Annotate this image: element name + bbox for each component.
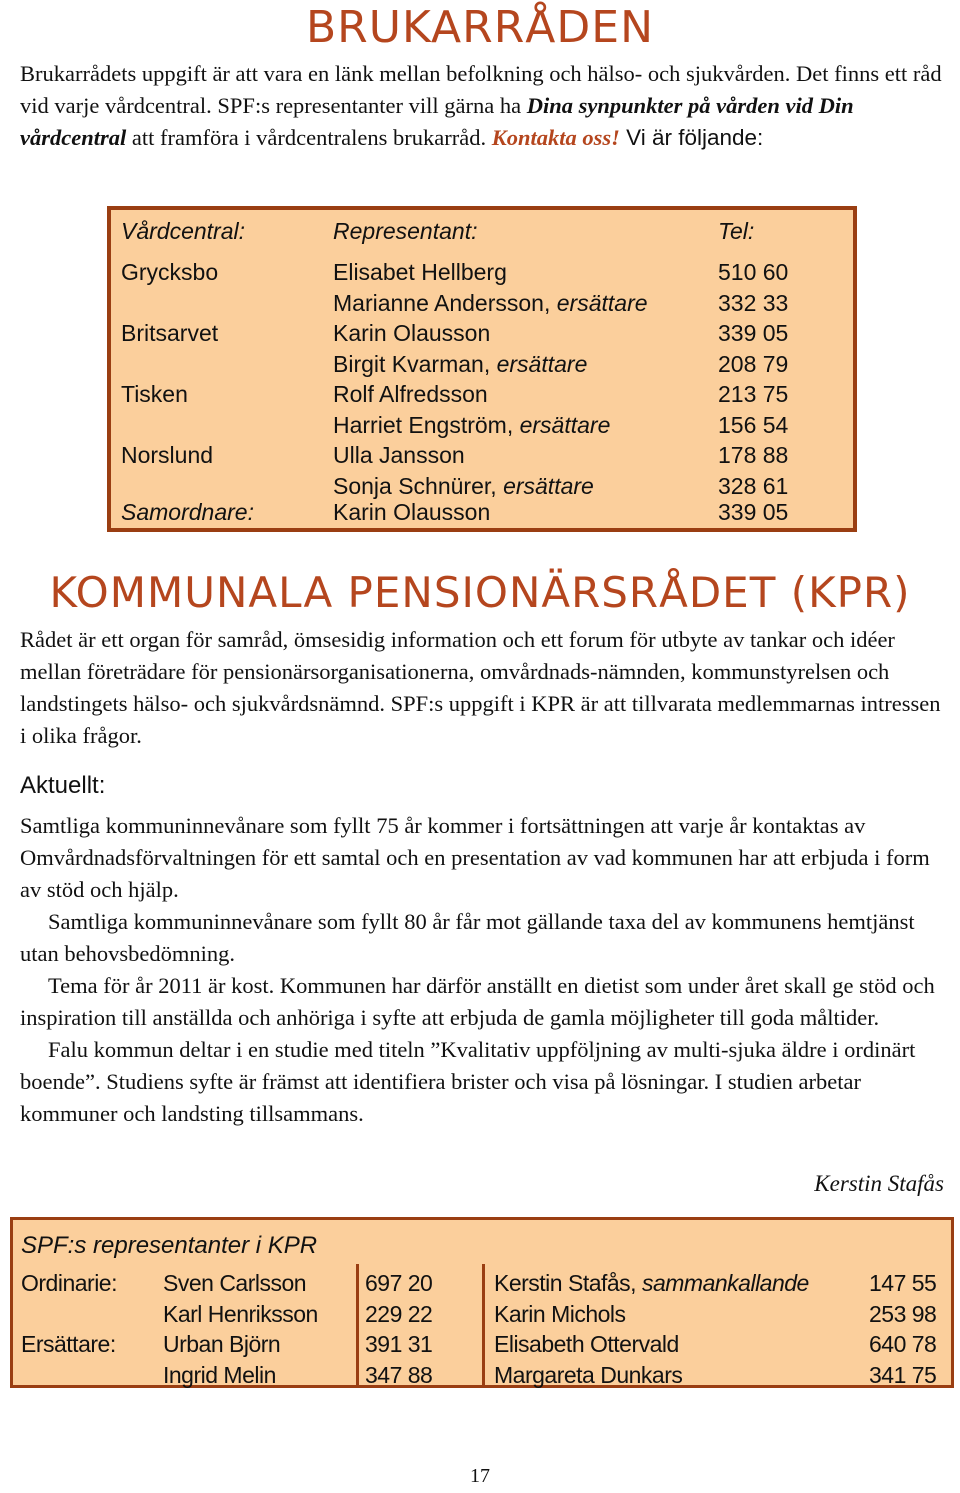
representative-role: ersättare xyxy=(503,472,594,499)
representative-name xyxy=(333,318,490,348)
representative-name xyxy=(333,471,594,501)
representative-name-text: Rolf Alfredsson xyxy=(333,381,488,407)
kpr-intro: Rådet är ett organ för samråd, ömsesidig information och ett forum för utbyte av tankar och idéer mellan företrädare för pensionärsorganisationerna, omvårdnads-nämnden, kommunstyrelsen och landstingets hälso- och sjukvårdsnämnd. SPF:s uppgift i KPR är att tillvarata medlemmarnas intressen i olika frågor. xyxy=(20,627,941,748)
page-number: 17 xyxy=(470,1465,490,1487)
role-label: Ersättare: xyxy=(21,1331,116,1357)
representative-tel: 339 05 xyxy=(718,320,789,346)
representative-name xyxy=(333,440,465,470)
representative-role: ersättare xyxy=(519,411,611,438)
kpr-member-tel: 253 98 xyxy=(869,1300,937,1327)
representative-name xyxy=(333,288,648,318)
representative-name xyxy=(333,410,610,440)
representative-name xyxy=(333,379,488,409)
kpr-member-name: Ingrid Melin xyxy=(163,1361,276,1388)
kpr-member-name-text: Kerstin Stafås, xyxy=(494,1270,642,1296)
representative-tel: 332 33 xyxy=(718,289,789,316)
header-tel: Tel: xyxy=(718,218,755,244)
representative-tel: 213 75 xyxy=(718,381,789,407)
kpr-member-tel: 341 75 xyxy=(869,1361,937,1388)
intro-emphasis: Dina synpunkter på vården vid Din vårdcentral xyxy=(20,93,854,150)
kpr-member-name: Sven Carlsson xyxy=(163,1270,307,1296)
representative-tel: 156 54 xyxy=(718,411,789,438)
column-divider xyxy=(356,1264,359,1385)
coordinator-name: Karin Olausson xyxy=(333,499,491,525)
representative-role: ersättare xyxy=(496,350,588,377)
vardcentral-name: Britsarvet xyxy=(121,320,219,346)
representative-name-text: Harriet Engström, xyxy=(333,411,520,438)
kpr-representatives-table xyxy=(10,1217,954,1388)
representative-tel: 328 61 xyxy=(718,472,789,499)
section-title-brukarraden: BRUKARRÅDEN xyxy=(306,2,654,53)
kpr-member-tel: 391 31 xyxy=(365,1331,433,1357)
kpr-member-role: sammankallande xyxy=(641,1270,809,1296)
coordinator-tel: 339 05 xyxy=(718,499,789,525)
representative-name-text: Karin Olausson xyxy=(333,320,491,346)
section-title-kpr: KOMMUNALA PENSIONÄRSRÅDET (KPR) xyxy=(49,568,911,617)
column-divider xyxy=(482,1264,485,1385)
coordinator-label: Samordnare: xyxy=(121,499,254,525)
aktuellt-paragraph: Falu kommun deltar i en studie med titeln ”Kvalitativ uppföljning av multi-sjuka äldre i ordinärt boende”. Studiens syfte är främst att identifiera brister och visa på lösningar. I studien arbetar kommuner och landsting tillsammans. xyxy=(20,1037,916,1126)
intro-text-a: Brukarrådets uppgift är att vara en länk mellan befolkning och hälso- och sjukvården. Det finns ett råd vid varje vårdcentral. SPF:s representanter vill gärna ha xyxy=(20,61,942,118)
kpr-member-name xyxy=(494,1299,626,1329)
aktuellt-label: Aktuellt: xyxy=(20,772,106,799)
representative-name xyxy=(333,257,507,287)
vardcentral-name: Norslund xyxy=(121,442,214,468)
kpr-member-name xyxy=(494,1268,809,1298)
kpr-member-tel: 697 20 xyxy=(365,1270,433,1296)
aktuellt-body xyxy=(20,810,945,1130)
kpr-member-tel: 147 55 xyxy=(869,1270,937,1296)
kpr-member-tel: 347 88 xyxy=(365,1361,433,1388)
vardcentral-name: Grycksbo xyxy=(121,259,219,285)
kpr-member-name-text: Margareta Dunkars xyxy=(494,1361,683,1388)
contact-us: Kontakta oss! xyxy=(491,125,620,150)
kpr-table-heading: SPF:s representanter i KPR xyxy=(21,1232,318,1259)
representative-tel: 178 88 xyxy=(718,442,789,468)
representative-name-text: Elisabet Hellberg xyxy=(333,259,507,285)
kpr-member-name-text: Elisabeth Ottervald xyxy=(494,1331,679,1357)
signature: Kerstin Stafås xyxy=(814,1171,944,1196)
representative-tel: 510 60 xyxy=(718,259,789,285)
representative-name xyxy=(333,349,587,379)
representative-role: ersättare xyxy=(556,289,648,316)
header-representant: Representant: xyxy=(333,218,478,244)
vardcentral-name: Tisken xyxy=(121,381,188,407)
kpr-member-name xyxy=(494,1329,679,1359)
aktuellt-paragraph: Tema för år 2011 är kost. Kommunen har därför anställt en dietist som under året skall ge stöd och inspiration till anställda och anhöriga i syfte att erbjuda de gamla möjligheter till goda måltider. xyxy=(20,973,935,1030)
brukarrad-intro xyxy=(20,58,945,154)
representative-tel: 208 79 xyxy=(718,350,789,377)
kpr-member-name: Karl Henriksson xyxy=(163,1300,318,1327)
representative-name-text: Sonja Schnürer, xyxy=(333,472,504,499)
aktuellt-paragraph: Samtliga kommuninnevånare som fyllt 80 år får mot gällande taxa del av kommunens hemtjänst utan behovsbedömning. xyxy=(20,909,915,966)
aktuellt-paragraph: Samtliga kommuninnevånare som fyllt 75 år kommer i fortsättningen att varje år kontaktas av Omvårdnadsförvaltningen för ett samtal och en presentation av vad kommunen har att erbjuda i form av stöd och hjälp. xyxy=(20,813,930,902)
brukarrad-table xyxy=(107,206,857,532)
kpr-member-name xyxy=(494,1360,682,1390)
role-label: Ordinarie: xyxy=(21,1270,117,1296)
intro-text-b: att framföra i vårdcentralens brukarråd. xyxy=(126,125,492,150)
kpr-member-tel: 640 78 xyxy=(869,1331,937,1357)
intro-text-c: Vi är följande: xyxy=(619,125,764,150)
representative-name-text: Ulla Jansson xyxy=(333,442,465,468)
header-vardcentral: Vårdcentral: xyxy=(121,218,246,244)
kpr-member-name-text: Karin Michols xyxy=(494,1300,626,1327)
representative-name-text: Marianne Andersson, xyxy=(333,289,557,316)
kpr-member-name: Urban Björn xyxy=(163,1331,281,1357)
kpr-member-tel: 229 22 xyxy=(365,1300,433,1327)
representative-name-text: Birgit Kvarman, xyxy=(333,350,497,377)
